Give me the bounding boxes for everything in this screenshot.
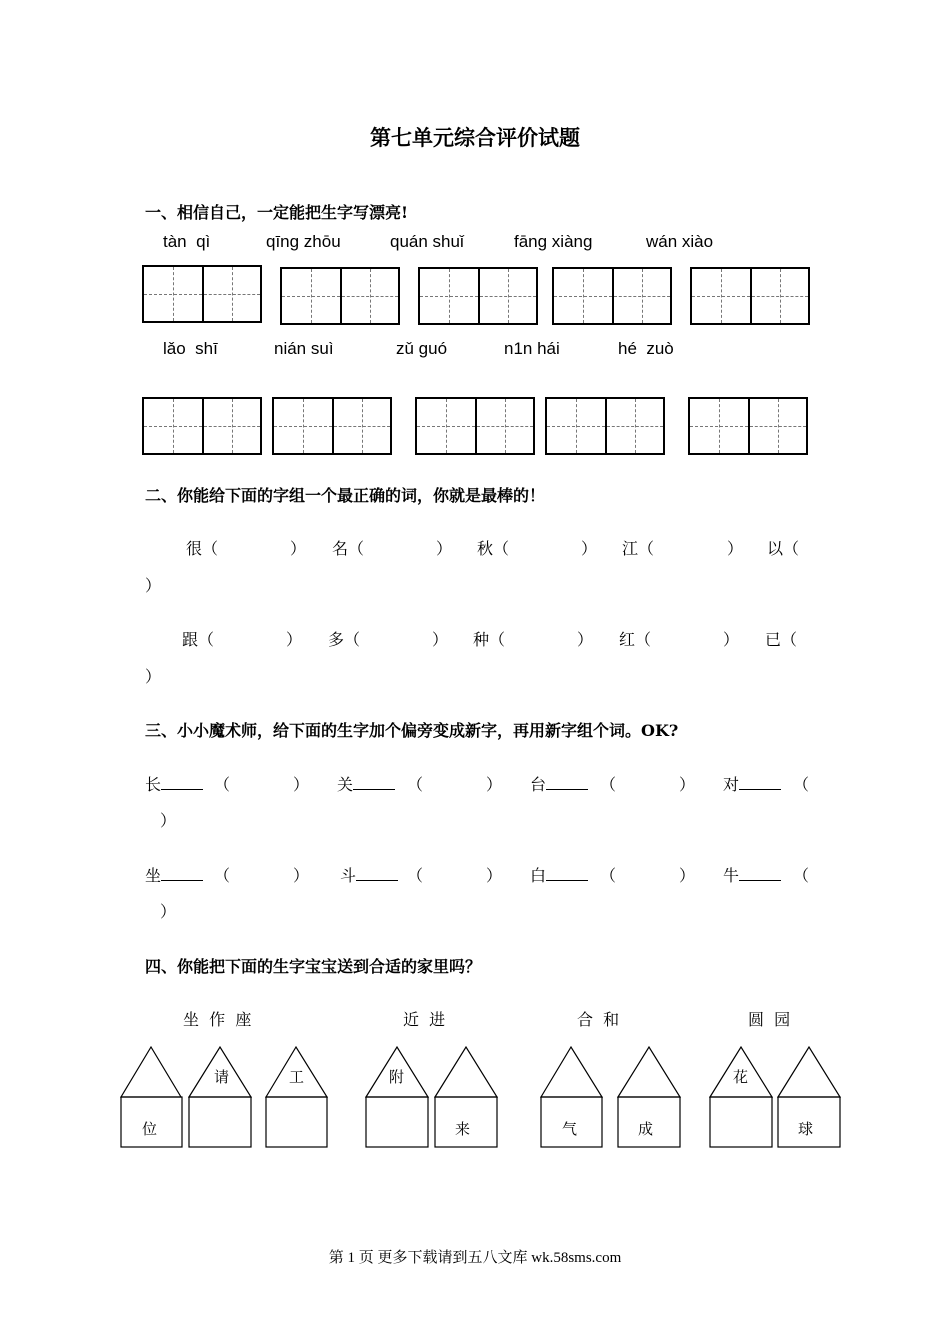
paren-close: ） [486, 866, 503, 885]
radical-item: 台 [530, 772, 588, 795]
base-char: 位 [142, 1120, 158, 1138]
tian-grid[interactable] [552, 267, 672, 325]
paren-close: ） [577, 630, 594, 649]
page-footer: 第 1 页 更多下载请到五八文库 wk.58sms.com [328, 1250, 622, 1266]
houses-illustration [110, 1040, 850, 1152]
radical-item: 白 [530, 863, 588, 886]
blank-line[interactable] [353, 775, 395, 790]
paren-open: （ [214, 775, 231, 794]
house-roof [618, 1047, 680, 1097]
paren-close: ） [581, 539, 598, 558]
paren-close: ） [286, 630, 303, 649]
paren-close: ） [432, 630, 449, 649]
house-roof [121, 1047, 181, 1097]
house-base [710, 1097, 772, 1147]
word-prompt: 江（ [622, 539, 655, 558]
char-group: 坐 作 座 [183, 1010, 252, 1029]
roof-char: 附 [389, 1068, 405, 1086]
pinyin-1: tàn qì [163, 232, 211, 251]
radical-item: 长 [145, 772, 203, 795]
section3-heading: 三、小小魔术师，给下面的生字加个偏旁变成新字，再用新字组个词。OK? [145, 721, 679, 740]
house-roof [778, 1047, 840, 1097]
paren-open: （ [600, 775, 617, 794]
word-prompt: 很（ [186, 539, 219, 558]
paren-close: ） [727, 539, 744, 558]
radical-item: 对 [723, 772, 781, 795]
blank-line[interactable] [546, 866, 588, 881]
house-base [366, 1097, 428, 1147]
word-prompt: 多（ [328, 630, 361, 649]
base-char: 来 [455, 1120, 471, 1138]
paren-close: ） [290, 539, 307, 558]
paren-close: ） [160, 811, 177, 830]
word-prompt: 种（ [473, 630, 506, 649]
tian-grid[interactable] [690, 267, 810, 325]
radical-item: 坐 [145, 863, 203, 886]
tian-grid[interactable] [280, 267, 400, 325]
blank-line[interactable] [356, 866, 398, 881]
house-base [266, 1097, 327, 1147]
word-prompt: 跟（ [182, 630, 215, 649]
pinyin-10: hé zuò [618, 339, 674, 358]
paren-open: （ [407, 775, 424, 794]
tian-grid[interactable] [688, 397, 808, 455]
char-group: 合 和 [577, 1010, 620, 1029]
radical-item: 斗 [340, 863, 398, 886]
page-title: 第七单元综合评价试题 [370, 125, 580, 150]
paren-close: ） [679, 775, 696, 794]
paren-close: ） [145, 667, 162, 686]
blank-line[interactable] [161, 866, 203, 881]
paren-open: （ [407, 866, 424, 885]
roof-char: 请 [214, 1068, 230, 1086]
pinyin-4: fāng xiàng [514, 232, 593, 251]
paren-close: ） [145, 576, 162, 595]
char-group: 近 进 [403, 1010, 446, 1029]
paren-close: ） [293, 866, 310, 885]
house-roof [435, 1047, 497, 1097]
paren-open: （ [600, 866, 617, 885]
base-char: 成 [638, 1120, 654, 1138]
pinyin-3: quán shuǐ [390, 232, 464, 251]
pinyin-7: nián suì [274, 339, 334, 358]
blank-line[interactable] [739, 775, 781, 790]
word-prompt: 秋（ [477, 539, 510, 558]
tian-grid[interactable] [545, 397, 665, 455]
pinyin-9: n1n hái [504, 339, 560, 358]
radical-item: 牛 [723, 863, 781, 886]
blank-line[interactable] [161, 775, 203, 790]
paren-open: （ [214, 866, 231, 885]
roof-char: 花 [733, 1068, 749, 1086]
paren-close: ） [436, 539, 453, 558]
section1-heading: 一、相信自己，一定能把生字写漂亮! [145, 203, 409, 222]
base-char: 球 [798, 1120, 814, 1138]
blank-line[interactable] [739, 866, 781, 881]
paren-close: ） [293, 775, 310, 794]
char-group: 圆 园 [748, 1010, 791, 1029]
section2-heading: 二、你能给下面的字组一个最正确的词，你就是最棒的！ [145, 486, 546, 505]
pinyin-6: lǎo shī [163, 339, 218, 358]
tian-grid[interactable] [418, 267, 538, 325]
house-base [189, 1097, 251, 1147]
word-prompt: 名（ [332, 539, 365, 558]
section4-heading: 四、你能把下面的生字宝宝送到合适的家里吗？ [145, 957, 482, 976]
pinyin-5: wán xiào [646, 232, 714, 251]
roof-char: 工 [289, 1068, 305, 1086]
word-prompt: 以（ [767, 539, 800, 558]
paren-close: ） [723, 630, 740, 649]
tian-grid[interactable] [142, 265, 262, 323]
tian-grid[interactable] [415, 397, 535, 455]
paren-close: ） [160, 902, 177, 921]
blank-line[interactable] [546, 775, 588, 790]
paren-close: ） [486, 775, 503, 794]
house-roof [541, 1047, 602, 1097]
word-prompt: 红（ [619, 630, 652, 649]
base-char: 气 [562, 1120, 578, 1138]
word-prompt: 已（ [765, 630, 798, 649]
pinyin-2: qīng zhōu [266, 232, 341, 251]
tian-grid[interactable] [142, 397, 262, 455]
paren-open: （ [793, 775, 810, 794]
radical-item: 关 [337, 772, 395, 795]
pinyin-8: zǔ guó [396, 339, 448, 358]
paren-open: （ [793, 866, 810, 885]
paren-close: ） [679, 866, 696, 885]
tian-grid[interactable] [272, 397, 392, 455]
